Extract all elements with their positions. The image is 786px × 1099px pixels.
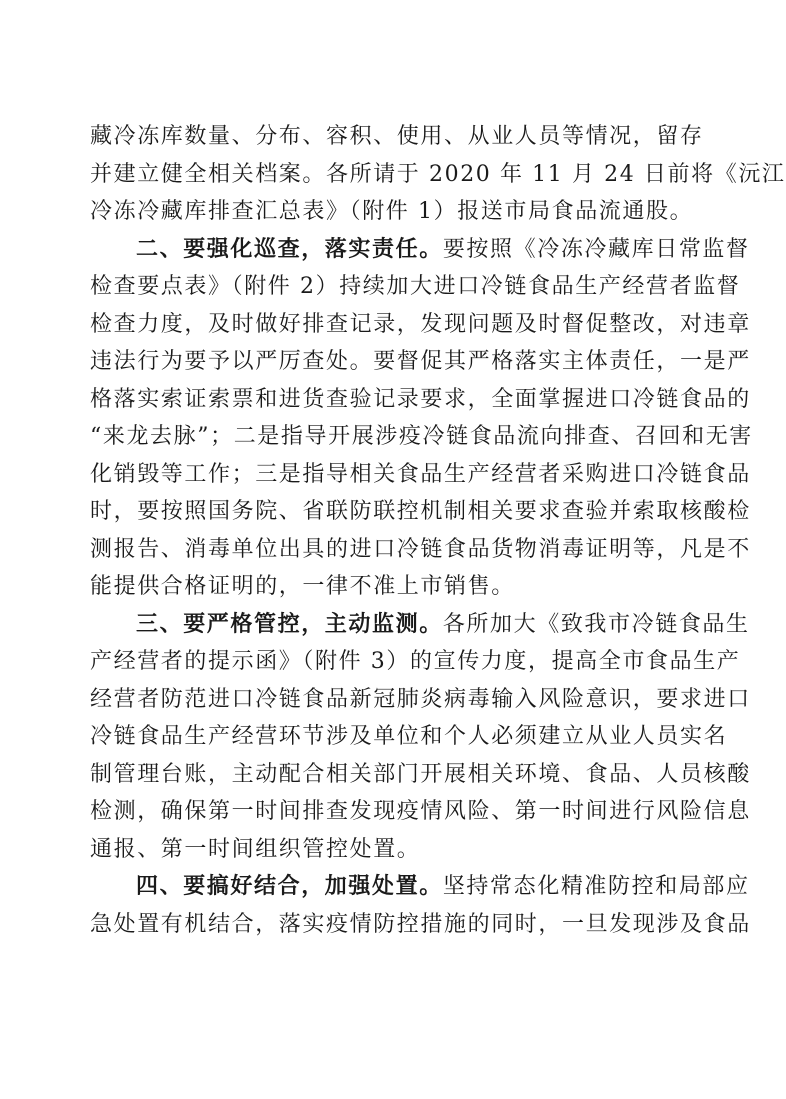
paragraph-line: 测报告、消毒单位出具的进口冷链食品货物消毒证明等，凡是不 — [90, 536, 751, 562]
section-2-first-line-text: 要按照《冷冻冷藏库日常监督 — [442, 236, 750, 262]
paragraph-line: 并建立健全相关档案。各所请于 2020 年 11 月 24 日前将《沅江 — [90, 161, 786, 187]
section-4-first-line-text: 坚持常态化精准防控和局部应 — [442, 874, 750, 899]
section-2-heading: 二、要强化巡查，落实责任。 — [136, 236, 443, 262]
section-2-first-line — [90, 231, 750, 269]
paragraph-line: 检查要点表》（附件 2）持续加大进口冷链食品生产经营者监督 — [90, 274, 741, 299]
paragraph-line: 冷链食品生产经营环节涉及单位和个人必须建立从业人员实名 — [90, 724, 728, 749]
paragraph-line: 违法行为要予以严厉查处。要督促其严格落实主体责任，一是严 — [90, 349, 751, 374]
paragraph-line: 产经营者的提示函》（附件 3）的宣传力度，提高全市食品生产 — [90, 649, 741, 674]
paragraph-line: “来龙去脉”；二是指导开展涉疫冷链食品流向排查、召回和无害 — [90, 424, 753, 449]
paragraph-line: 通报、第一时间组织管控处置。 — [90, 836, 421, 862]
paragraph-line: 制管理台账，主动配合相关部门开展相关环境、食品、人员核酸 — [90, 761, 751, 787]
paragraph-line: 检查力度，及时做好排查记录，发现问题及时督促整改，对违章 — [90, 311, 751, 337]
section-3-heading: 三、要严格管控，主动监测。 — [136, 611, 443, 637]
section-3-first-line — [90, 606, 750, 644]
paragraph-line: 冷冻冷藏库排查汇总表》（附件 1）报送市局食品流通股。 — [90, 199, 694, 224]
paragraph-line: 藏冷冻库数量、分布、容积、使用、从业人员等情况，留存 — [90, 124, 704, 149]
section-4-heading: 四、要搞好结合，加强处置。 — [136, 874, 443, 899]
section-4-first-line — [90, 868, 750, 906]
paragraph-line: 经营者防范进口冷链食品新冠肺炎病毒输入风险意识，要求进口 — [90, 686, 751, 712]
paragraph-line: 格落实索证索票和进货查验记录要求，全面掌握进口冷链食品的 — [90, 386, 751, 412]
paragraph-line: 检测，确保第一时间排查发现疫情风险、第一时间进行风险信息 — [90, 799, 751, 824]
section-3-first-line-text: 各所加大《致我市冷链食品生 — [442, 611, 750, 637]
paragraph-line: 急处置有机结合，落实疫情防控措施的同时，一旦发现涉及食品 — [90, 911, 751, 937]
paragraph-line: 时，要按照国务院、省联防联控机制相关要求查验并索取核酸检 — [90, 499, 751, 524]
paragraph-line: 能提供合格证明的，一律不准上市销售。 — [90, 574, 515, 599]
paragraph-line: 化销毁等工作；三是指导相关食品生产经营者采购进口冷链食品 — [90, 461, 751, 487]
